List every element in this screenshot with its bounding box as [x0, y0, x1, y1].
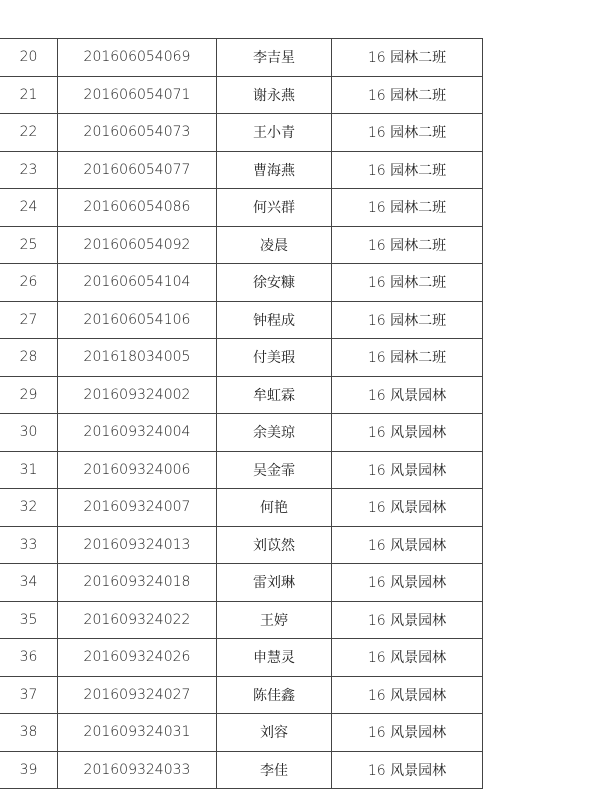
class-name-cell: 16 园林二班: [332, 189, 483, 227]
table-row: [0, 714, 483, 752]
student-name-cell: 李吉星: [217, 39, 332, 77]
student-id-cell: 201609324007: [58, 489, 217, 527]
table-row: [0, 39, 483, 77]
student-name-cell: 王小青: [217, 114, 332, 152]
class-name-cell: 16 风景园林: [332, 414, 483, 452]
student-id-cell: 201609324033: [58, 751, 217, 789]
row-number-cell: 29: [0, 376, 58, 414]
class-name-cell: 16 风景园林: [332, 451, 483, 489]
table-row: [0, 189, 483, 227]
student-roster-table: [0, 38, 483, 789]
student-name-cell: 吴金霏: [217, 451, 332, 489]
student-name-cell: 何兴群: [217, 189, 332, 227]
student-name-cell: 余美琼: [217, 414, 332, 452]
class-name-cell: 16 园林二班: [332, 226, 483, 264]
class-name-cell: 16 园林二班: [332, 301, 483, 339]
student-name-cell: 王婷: [217, 601, 332, 639]
class-name-cell: 16 风景园林: [332, 564, 483, 602]
table-row: [0, 264, 483, 302]
table-row: [0, 601, 483, 639]
table-row: [0, 751, 483, 789]
row-number-cell: 38: [0, 714, 58, 752]
student-name-cell: 刘容: [217, 714, 332, 752]
class-name-cell: 16 园林二班: [332, 76, 483, 114]
row-number-cell: 35: [0, 601, 58, 639]
row-number-cell: 24: [0, 189, 58, 227]
student-name-cell: 陈佳鑫: [217, 676, 332, 714]
row-number-cell: 37: [0, 676, 58, 714]
row-number-cell: 23: [0, 151, 58, 189]
class-name-cell: 16 风景园林: [332, 639, 483, 677]
table-row: [0, 676, 483, 714]
student-name-cell: 付美瑕: [217, 339, 332, 377]
student-id-cell: 201609324031: [58, 714, 217, 752]
row-number-cell: 36: [0, 639, 58, 677]
document-page: [0, 38, 600, 789]
student-id-cell: 201609324002: [58, 376, 217, 414]
student-id-cell: 201606054073: [58, 114, 217, 152]
class-name-cell: 16 风景园林: [332, 676, 483, 714]
table-row: [0, 451, 483, 489]
class-name-cell: 16 风景园林: [332, 526, 483, 564]
row-number-cell: 25: [0, 226, 58, 264]
row-number-cell: 32: [0, 489, 58, 527]
student-id-cell: 201606054077: [58, 151, 217, 189]
table-row: [0, 151, 483, 189]
row-number-cell: 30: [0, 414, 58, 452]
student-name-cell: 徐安糠: [217, 264, 332, 302]
student-id-cell: 201606054104: [58, 264, 217, 302]
class-name-cell: 16 风景园林: [332, 376, 483, 414]
table-row: [0, 114, 483, 152]
class-name-cell: 16 园林二班: [332, 114, 483, 152]
class-name-cell: 16 风景园林: [332, 714, 483, 752]
student-name-cell: 刘苡然: [217, 526, 332, 564]
student-name-cell: 李佳: [217, 751, 332, 789]
student-id-cell: 201609324027: [58, 676, 217, 714]
class-name-cell: 16 园林二班: [332, 264, 483, 302]
student-id-cell: 201609324006: [58, 451, 217, 489]
row-number-cell: 34: [0, 564, 58, 602]
student-name-cell: 凌晨: [217, 226, 332, 264]
student-name-cell: 申慧灵: [217, 639, 332, 677]
class-name-cell: 16 风景园林: [332, 601, 483, 639]
row-number-cell: 39: [0, 751, 58, 789]
row-number-cell: 21: [0, 76, 58, 114]
row-number-cell: 28: [0, 339, 58, 377]
table-row: [0, 639, 483, 677]
student-id-cell: 201618034005: [58, 339, 217, 377]
student-name-cell: 钟程成: [217, 301, 332, 339]
class-name-cell: 16 园林二班: [332, 151, 483, 189]
table-row: [0, 339, 483, 377]
student-id-cell: 201606054069: [58, 39, 217, 77]
student-id-cell: 201609324004: [58, 414, 217, 452]
student-name-cell: 何艳: [217, 489, 332, 527]
row-number-cell: 20: [0, 39, 58, 77]
student-id-cell: 201609324018: [58, 564, 217, 602]
table-row: [0, 376, 483, 414]
row-number-cell: 22: [0, 114, 58, 152]
student-name-cell: 谢永燕: [217, 76, 332, 114]
table-row: [0, 564, 483, 602]
table-row: [0, 526, 483, 564]
student-name-cell: 牟虹霖: [217, 376, 332, 414]
student-id-cell: 201609324026: [58, 639, 217, 677]
class-name-cell: 16 风景园林: [332, 489, 483, 527]
class-name-cell: 16 园林二班: [332, 39, 483, 77]
table-row: [0, 226, 483, 264]
roster-body: [0, 39, 483, 789]
table-row: [0, 489, 483, 527]
table-row: [0, 301, 483, 339]
student-id-cell: 201609324022: [58, 601, 217, 639]
student-id-cell: 201606054071: [58, 76, 217, 114]
row-number-cell: 31: [0, 451, 58, 489]
row-number-cell: 26: [0, 264, 58, 302]
student-id-cell: 201606054086: [58, 189, 217, 227]
student-id-cell: 201609324013: [58, 526, 217, 564]
table-row: [0, 414, 483, 452]
student-id-cell: 201606054092: [58, 226, 217, 264]
class-name-cell: 16 园林二班: [332, 339, 483, 377]
student-name-cell: 雷刘琳: [217, 564, 332, 602]
student-name-cell: 曹海燕: [217, 151, 332, 189]
student-id-cell: 201606054106: [58, 301, 217, 339]
row-number-cell: 27: [0, 301, 58, 339]
row-number-cell: 33: [0, 526, 58, 564]
table-row: [0, 76, 483, 114]
class-name-cell: 16 风景园林: [332, 751, 483, 789]
